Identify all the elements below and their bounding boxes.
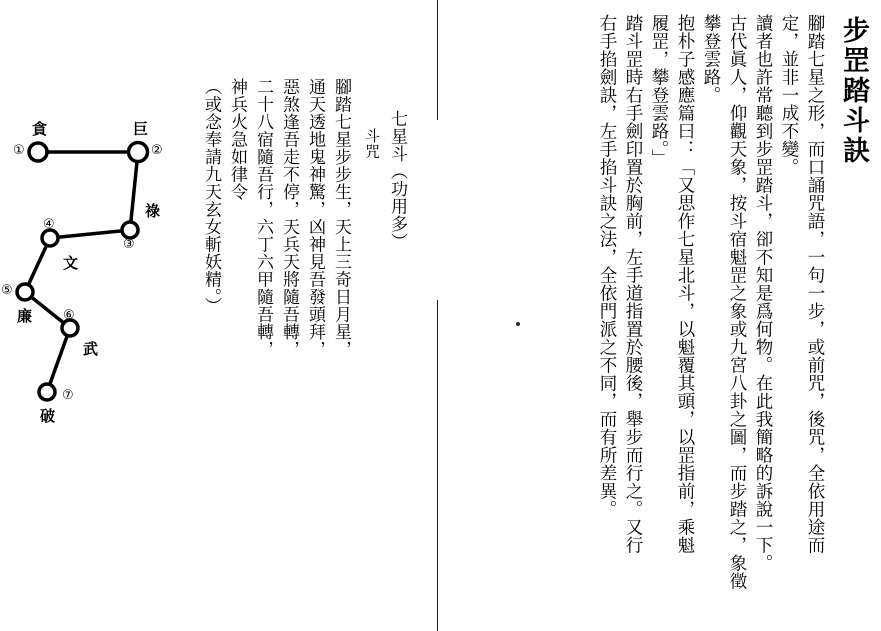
step-number-1: ① (13, 143, 25, 158)
poem-column-5: 神兵火急如律令 (227, 78, 247, 201)
body-column-3: 讀者也許常聽到步罡踏斗，卻不知是爲何物。在此我簡略的訴說一下。 (753, 14, 773, 572)
star-label-1: 貪 (32, 120, 48, 138)
node-circle-2 (129, 143, 148, 162)
right-page (455, 0, 881, 631)
poem-subtitle: 斗咒 (363, 128, 381, 159)
seven-star-step-diagram (0, 100, 190, 430)
star-path-line (25, 152, 138, 392)
body-column-8: 踏斗罡時右手劍印置於胸前，左手道指置於腰後，舉步而行之。又行 (623, 14, 643, 554)
node-circle-4 (42, 230, 58, 246)
left-page (0, 0, 437, 631)
page-divider-rule (437, 0, 438, 631)
page-dot-mark (516, 322, 520, 326)
poem-column-2: 通天透地鬼神驚，凶神見吾發頭拜， (305, 78, 325, 358)
node-circle-5 (17, 284, 33, 300)
star-label-5: 廉 (17, 307, 33, 325)
step-number-7: ⑦ (62, 388, 74, 403)
step-number-5: ⑤ (1, 283, 13, 298)
body-column-1: 腳踏七星之形，而口誦咒語，一句一步，或前咒，後咒，全依用途而 (805, 14, 825, 554)
step-number-4: ④ (43, 217, 55, 232)
star-label-2: 巨 (133, 120, 149, 138)
node-circle-1 (29, 143, 47, 161)
poem-column-3: 惡煞逢吾走不停，天兵天將隨吾轉， (279, 78, 299, 358)
poem-column-1: 腳踏七星步步生，天上三奇日月星， (331, 78, 351, 358)
poem-column-4: 二十八宿隨吾行，六丁六甲隨吾轉， (253, 78, 273, 358)
star-label-6: 武 (83, 340, 99, 358)
step-number-2: ② (151, 143, 163, 158)
poem-column-6: （或念奉請九天玄女斬妖精。） (201, 78, 221, 315)
body-column-7: 履罡，攀登雲路。」 (649, 14, 669, 168)
poem-title: 七星斗（功用多） (387, 110, 407, 250)
node-circle-7 (39, 384, 55, 400)
step-number-3: ③ (123, 237, 135, 252)
body-column-6: 抱朴子感應篇曰：「又思作七星北斗，以魁覆其頭，以罡指前，乘魁 (675, 14, 695, 554)
star-label-7: 破 (40, 407, 56, 425)
body-column-5: 攀登雲路。 (701, 14, 721, 104)
body-column-9: 右手掐劍訣，左手掐斗訣之法，全依門派之不同，而有所差異。 (597, 14, 617, 518)
star-label-4: 文 (63, 254, 79, 272)
star-label-3: 祿 (145, 202, 161, 220)
node-circle-3 (122, 222, 138, 238)
body-column-4: 古代眞人，仰觀天象，按斗宿魁罡之象或九宮八卦之圖，而步踏之，象徵 (727, 14, 747, 590)
body-column-2: 定，並非一成不變。 (779, 14, 799, 176)
page-title: 步罡踏斗訣 (838, 16, 869, 166)
step-number-6: ⑥ (63, 308, 75, 323)
